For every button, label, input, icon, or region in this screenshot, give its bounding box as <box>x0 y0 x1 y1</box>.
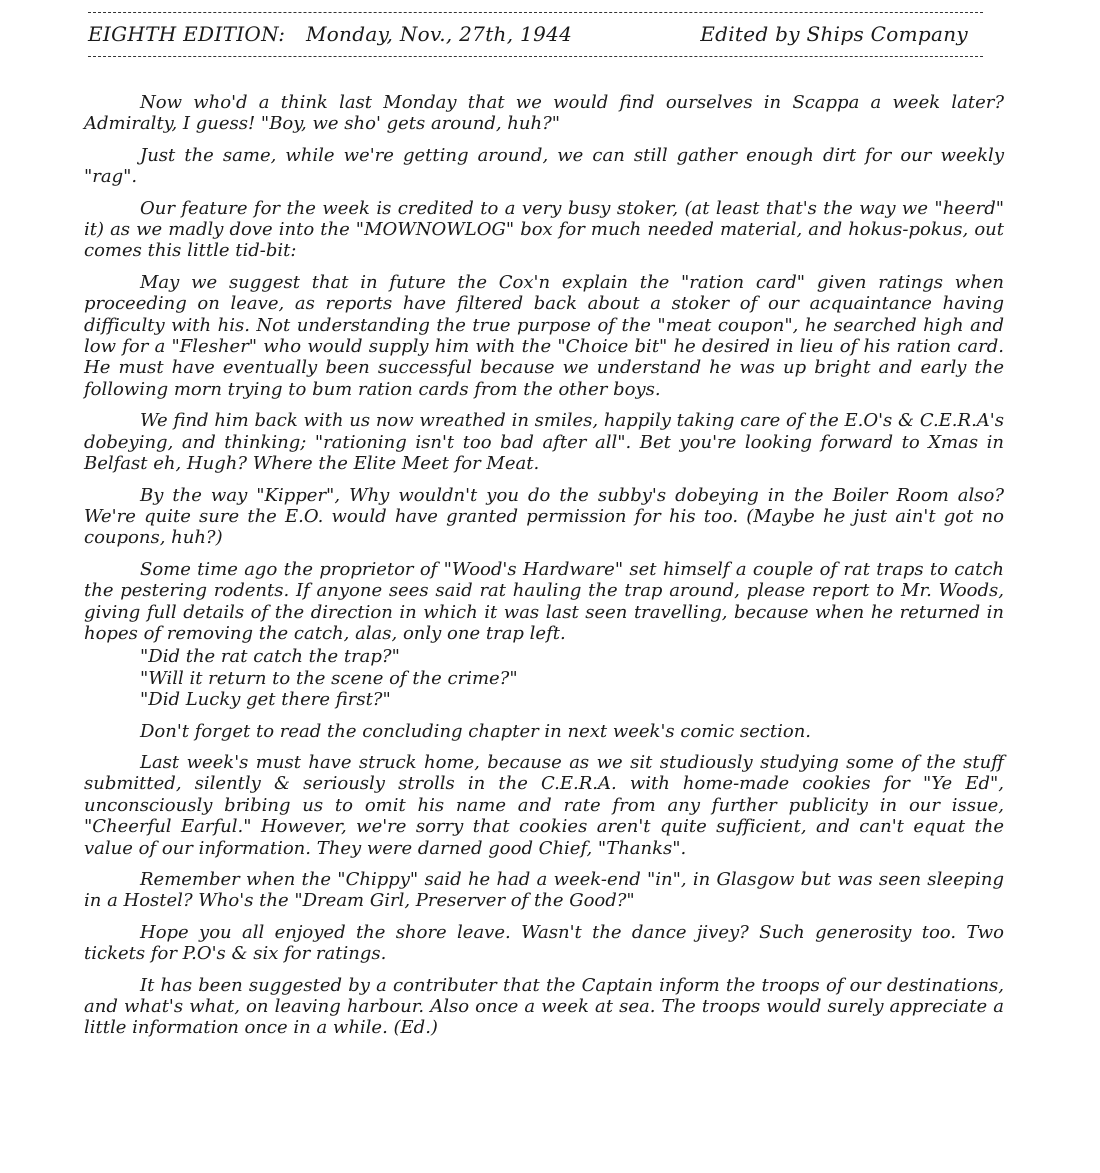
bottom-dashed-rule <box>88 56 983 57</box>
paragraph-shore-leave: Hope you all enjoyed the shore leave. Wasn't the dance jivey? Such generosity too. Two tickets for P.O's & six for ratings. <box>84 921 1004 965</box>
paragraph-chippy: Remember when the "Chippy" said he had a week-end "in", in Glasgow but was seen sleeping in a Hostel? Who's the "Dream Girl, Preserver of the Good?" <box>84 869 1004 912</box>
paragraph-feature: Our feature for the week is credited to a very busy stoker, (at least that's the way we "heerd" it) as we madly dove into the "MOWNOWLOG" box for much needed material, and hokus-pokus, out comes this little tid-bit: <box>84 197 1004 262</box>
issue-date: Monday, Nov., 27th, 1944 <box>305 22 573 46</box>
question-line: "Did the rat catch the trap?" <box>140 646 400 668</box>
paragraph-kipper: By the way "Kipper", Why wouldn't you do the subby's dobeying in the Boiler Room also? We're quite sure the E.O. would have granted permission for his too. (Maybe he just ain't got no coupons, huh?) <box>84 484 1004 549</box>
masthead <box>88 18 968 50</box>
paragraph-comic-section: Don't forget to read the concluding chapter in next week's comic section. <box>140 720 812 742</box>
paragraph-ration-card: May we suggest that in future the Cox'n explain the "ration card" given ratings when proceeding on leave, as reports have filtered back about a stoker of our acquaintance having difficulty with his. Not understanding the true purpose of the "meat coupon", he searched high and low for a "Flesher" who would supply him with the "Choice bit" he desired in lieu of his ration card. He must have eventually been successful because we understand he was up bright and early the following morn trying to bum ration cards from the other boys. <box>84 271 1004 400</box>
paragraph-intro: Now who'd a think last Monday that we would find ourselves in Scappa a week later? Admiralty, I guess! "Boy, we sho' gets around, huh?" <box>84 92 1004 135</box>
top-dashed-rule <box>88 12 983 13</box>
editor-credit: Edited by Ships Company <box>700 22 968 46</box>
edition-label: EIGHTH EDITION: <box>88 22 286 46</box>
paragraph-cookies: Last week's must have struck home, because as we sit studiously studying some of the stuff submitted, silently & seriously strolls in the C.E.R.A. with home-made cookies for "Ye Ed", unconsciously bribing us to omit his name and rate from any further publicity in our issue, "Cheerful Earful." However, we're sorry that cookies aren't quite sufficient, and can't equat the value of our information. They were darned good Chief, "Thanks". <box>84 751 1004 859</box>
paragraph-captain: It has been suggested by a contributer that the Captain inform the troops of our destinations, and what's what, on leaving harbour. Also once a week at sea. The troops would surely appreciate a little information once in a while. (Ed.) <box>84 974 1004 1039</box>
paragraph-rat-traps: Some time ago the proprietor of "Wood's Hardware" set himself a couple of rat traps to catch the pestering rodents. If anyone sees said rat hauling the trap around, please report to Mr. Woods, giving full details of the direction in which it was last seen travelling, because when he returned in hopes of removing the catch, alas, only one trap left. <box>84 558 1004 644</box>
paragraph-dirt: Just the same, while we're getting around, we can still gather enough dirt for our weekly "rag". <box>84 144 1004 188</box>
question-line: "Did Lucky get there first?" <box>140 689 391 711</box>
paragraph-smiles: We find him back with us now wreathed in smiles, happily taking care of the E.O's & C.E.R.A's dobeying, and thinking; "rationing isn't too bad after all". Bet you're looking forward to Xmas in Belfast eh, Hugh? Where the Elite Meet for Meat. <box>84 410 1004 475</box>
question-line: "Will it return to the scene of the crime?" <box>140 667 518 689</box>
newsletter-body <box>84 92 1004 1049</box>
